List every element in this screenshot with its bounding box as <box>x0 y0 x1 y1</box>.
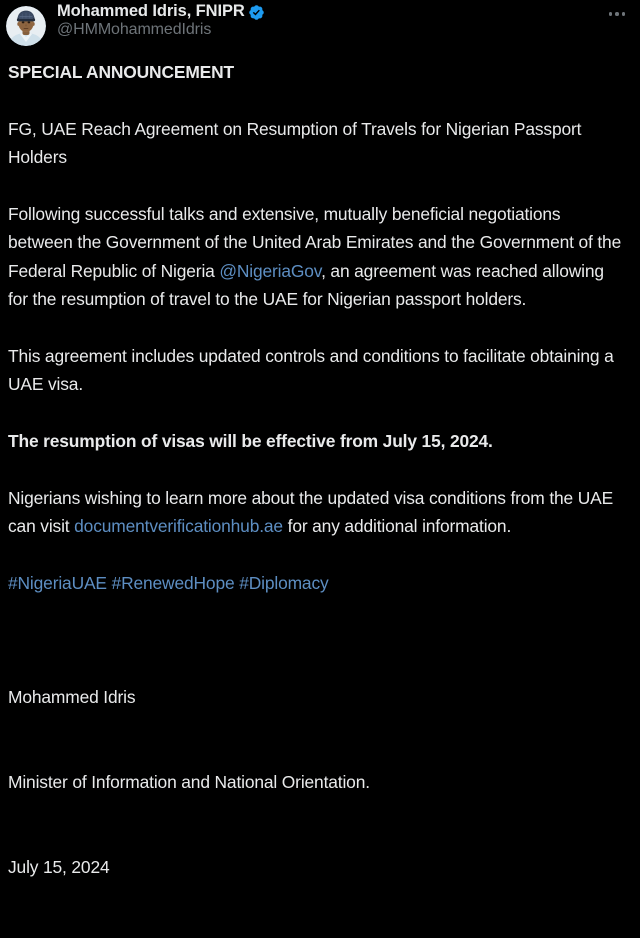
paragraph-4-text-after-link: for any additional information. <box>282 516 512 537</box>
more-options-icon[interactable] <box>604 4 630 24</box>
dot-3 <box>622 12 626 16</box>
paragraph-gap <box>8 598 628 626</box>
dot-1 <box>609 12 613 16</box>
external-link-documentverificationhub[interactable]: documentverificationhub.ae <box>74 516 283 537</box>
author-identity <box>57 3 265 39</box>
tweet-header <box>0 0 640 48</box>
author-display-name: Mohammed Idris, FNIPR <box>57 2 245 20</box>
paragraph-gap <box>8 172 628 200</box>
dot-2 <box>615 12 619 16</box>
paragraph-gap <box>8 314 628 342</box>
paragraph-1-text-after-mention: , an agreement was reached allowing for the resumption of travel to the UAE for Nigerian passport holders. <box>8 260 609 310</box>
tweet-text <box>0 58 640 938</box>
avatar[interactable] <box>6 6 46 46</box>
verified-badge-icon <box>248 4 265 21</box>
hashtag-row <box>8 569 628 597</box>
paragraph-4 <box>8 484 628 541</box>
paragraph-2: This agreement includes updated controls and conditions to facilitate obtaining a UAE visa. <box>8 346 619 395</box>
paragraph-4-text-before-link: Nigerians wishing to learn more about the updated visa conditions from the UAE can visit <box>8 488 618 537</box>
announcement-heading: SPECIAL ANNOUNCEMENT <box>8 62 234 82</box>
paragraph-gap <box>8 399 628 427</box>
signature-title: Minister of Information and National Orientation. <box>8 772 370 793</box>
paragraph-1 <box>8 200 628 314</box>
paragraph-gap <box>8 456 628 484</box>
subheadline: FG, UAE Reach Agreement on Resumption of Travels for Nigerian Passport Holders <box>8 118 587 168</box>
hashtag-renewedhope[interactable]: #RenewedHope <box>111 573 235 594</box>
mention-link-nigeriagov[interactable]: @NigeriaGov <box>219 260 322 281</box>
paragraph-gap <box>8 86 628 114</box>
hashtag-nigeriauae[interactable]: #NigeriaUAE <box>8 573 107 594</box>
paragraph-3-effective-date: The resumption of visas will be effective from July 15, 2024. <box>8 431 493 452</box>
signature-name: Mohammed Idris <box>8 686 136 707</box>
signature-date: July 15, 2024 <box>8 857 110 878</box>
paragraph-gap <box>8 541 628 569</box>
hashtag-diplomacy[interactable]: #Diplomacy <box>239 573 329 594</box>
signature-block <box>8 626 628 938</box>
author-name-row[interactable] <box>57 3 265 20</box>
author-handle[interactable]: @HMMohammedIdris <box>57 21 212 39</box>
paragraph-1-text-before-mention: Following successful talks and extensive, mutually beneficial negotiations between the Government of the United Arab Emirates and the Government of the Federal Republic of Nigeria <box>8 204 626 281</box>
